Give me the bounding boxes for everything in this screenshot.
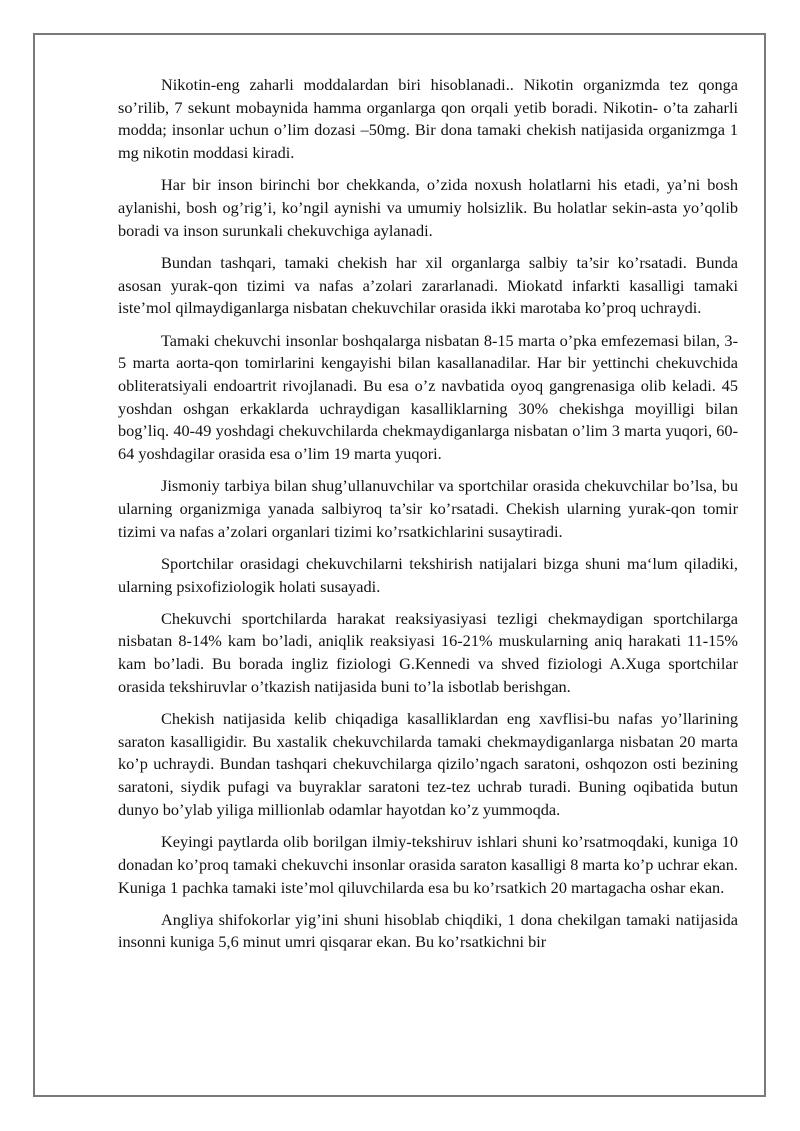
document-body — [118, 74, 738, 964]
paragraph: Angliya shifokorlar yig’ini shuni hisoblab chiqdiki, 1 dona chekilgan tamaki natijasida insonni kuniga 5,6 minut umri qisqarar ekan. Bu ko’rsatkichni bir — [118, 909, 738, 952]
paragraph: Tamaki chekuvchi insonlar boshqalarga nisbatan 8-15 marta o’pka emfezemasi bilan, 3-5 marta aorta-qon tomirlarini kengayishi bilan kasallanadilar. Har bir yettinchi chekuvchida obliteratsiyali endoartrit rivojlanadi. Bu esa o’z navbatida oyoq gangrenasiga olib keladi. 45 yoshdan oshgan erkaklarda uchraydigan kasalliklarning 30% chekishga moyilligi bilan bog’liq. 40-49 yoshdagi chekuvchilarda chekmaydiganlarga nisbatan o’lim 3 marta yuqori, 60-64 yoshdagilar orasida esa o’lim 19 marta yuqori. — [118, 330, 738, 464]
paragraph: Keyingi paytlarda olib borilgan ilmiy-tekshiruv ishlari shuni ko’rsatmoqdaki, kuniga 10 donadan ko’proq tamaki chekuvchi insonlar orasida saraton kasalligi 8 marta ko’p uchrar ekan. Kuniga 1 pachka tamaki iste’mol qiluvchilarda esa bu ko’rsatkich 20 martagacha oshar ekan. — [118, 832, 738, 897]
paragraph: Jismoniy tarbiya bilan shug’ullanuvchilar va sportchilar orasida chekuvchilar bo’lsa, bu ularning organizmiga yanada salbiyroq ta’sir ko’rsatadi. Chekish ularning yurak-qon tomir tizimi va nafas a’zolari organlari tizimi ko’rsatkichlarini susaytiradi. — [118, 476, 738, 541]
paragraph: Har bir inson birinchi bor chekkanda, o’zida noxush holatlarni his etadi, ya’ni bosh aylanishi, bosh og’rig’i, ko’ngil aynishi va umumiy holsizlik. Bu holatlar sekin-asta yo’qolib boradi va inson surunkali chekuvchiga aylanadi. — [118, 175, 738, 240]
paragraph: Chekuvchi sportchilarda harakat reaksiyasiyasi tezligi chekmaydigan sportchilarga nisbatan 8-14% kam bo’ladi, aniqlik reaksiyasi 16-21% muskularning aniq harakati 11-15% kam bo’ladi. Bu borada ingliz fiziologi G.Kennedi va shved fiziologi A.Xuga sportchilar orasida tekshiruvlar o’tkazish natijasida buni to’la isbotlab berishgan. — [118, 608, 738, 696]
paragraph: Chekish natijasida kelib chiqadiga kasalliklardan eng xavflisi-bu nafas yo’llarining saraton kasalligidir. Bu xastalik chekuvchilarda tamaki chekmaydiganlarga nisbatan 20 marta ko’p uchraydi. Bundan tashqari chekuvchilarga qizilo’ngach saratoni, oshqozon osti bezining saratoni, siydik pufagi va buyraklar saratoni tez-tez uchrab turadi. Buning oqibatida butun dunyo bo’ylab yiliga millionlab odamlar hayotdan ko’z yummoqda. — [118, 709, 738, 819]
paragraph: Sportchilar orasidagi chekuvchilarni tekshirish natijalari bizga shuni ma‘lum qiladiki, ularning psixofiziologik holati susayadi. — [118, 553, 738, 596]
paragraph: Nikotin-eng zaharli moddalardan biri hisoblanadi.. Nikotin organizmda tez qonga so’rilib, 7 sekunt mobaynida hamma organlarga qon orqali yetib boradi. Nikotin- o’ta zaharli modda; insonlar uchun o’lim dozasi –50mg. Bir dona tamaki chekish natijasida organizmga 1 mg nikotin moddasi kiradi. — [118, 75, 738, 163]
paragraph: Bundan tashqari, tamaki chekish har xil organlarga salbiy ta’sir ko’rsatadi. Bunda asosan yurak-qon tizimi va nafas a’zolari zararlanadi. Miokatd infarkti kasalligi tamaki iste’mol qilmaydiganlarga nisbatan chekuvchilar orasida ikki marotaba ko’proq uchraydi. — [118, 252, 738, 318]
